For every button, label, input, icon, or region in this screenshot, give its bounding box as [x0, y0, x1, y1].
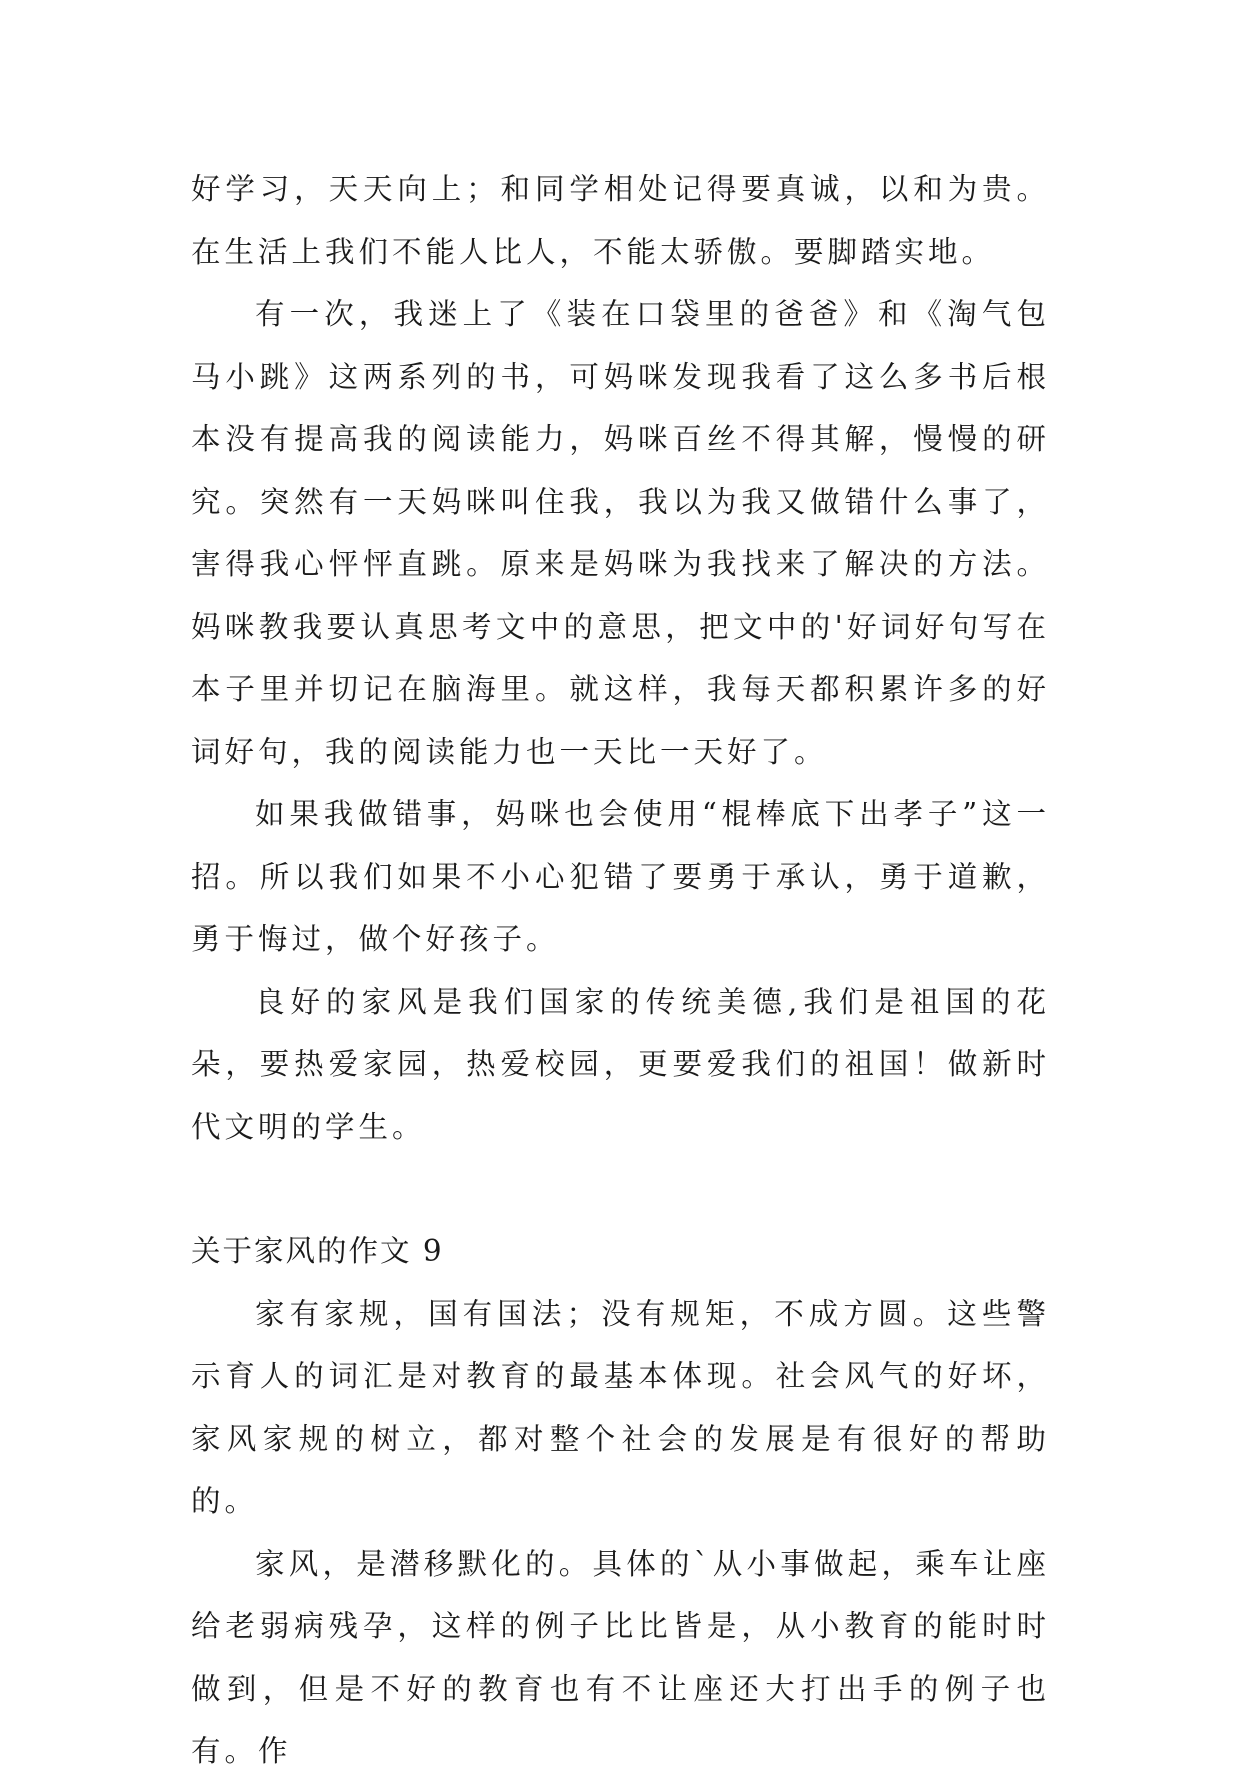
paragraph-conclusion: 良好的家风是我们国家的传统美德,我们是祖国的花朵，要热爱家园，热爱校园，更要爱我们的祖国！做新时代文明的学生。 — [191, 984, 1050, 1144]
paragraph-mistakes: 如果我做错事，妈咪也会使用“棍棒底下出孝子”这一招。所以我们如果不小心犯错了要勇于承认，勇于道歉，勇于悔过，做个好孩子。 — [191, 797, 1050, 956]
paragraph-family-style: 家风，是潜移默化的。具体的`从小事做起，乘车让座给老弱病残孕，这样的例子比比皆是，从小教育的能时时做到，但是不好的教育也有不让座还大打出手的例子也有。作 — [191, 1546, 1050, 1768]
paragraph-continued: 好学习，天天向上；和同学相处记得要真诚，以和为贵。在生活上我们不能人比人，不能太骄傲。要脚踏实地。 — [191, 172, 1050, 269]
paragraph-reading-story: 有一次，我迷上了《装在口袋里的爸爸》和《淘气包马小跳》这两系列的书，可妈咪发现我看了这么多书后根本没有提高我的阅读能力，妈咪百丝不得其解，慢慢的研究。突然有一天妈咪叫住我，我以为我又做错什么事了，害得我心怦怦直跳。原来是妈咪为我找来了解决的方法。妈咪教我要认真思考文中的意思，把文中的'好词好句写在本子里并切记在脑海里。就这样，我每天都积累许多的好词好句，我的阅读能力也一天比一天好了。 — [191, 297, 1050, 769]
paragraph-family-rules: 家有家规，国有国法；没有规矩，不成方圆。这些警示育人的词汇是对教育的最基本体现。社会风气的好坏，家风家规的树立，都对整个社会的发展是有很好的帮助的。 — [191, 1296, 1050, 1518]
section-title: 关于家风的作文 9 — [191, 1234, 444, 1268]
document-body — [191, 158, 1050, 1783]
